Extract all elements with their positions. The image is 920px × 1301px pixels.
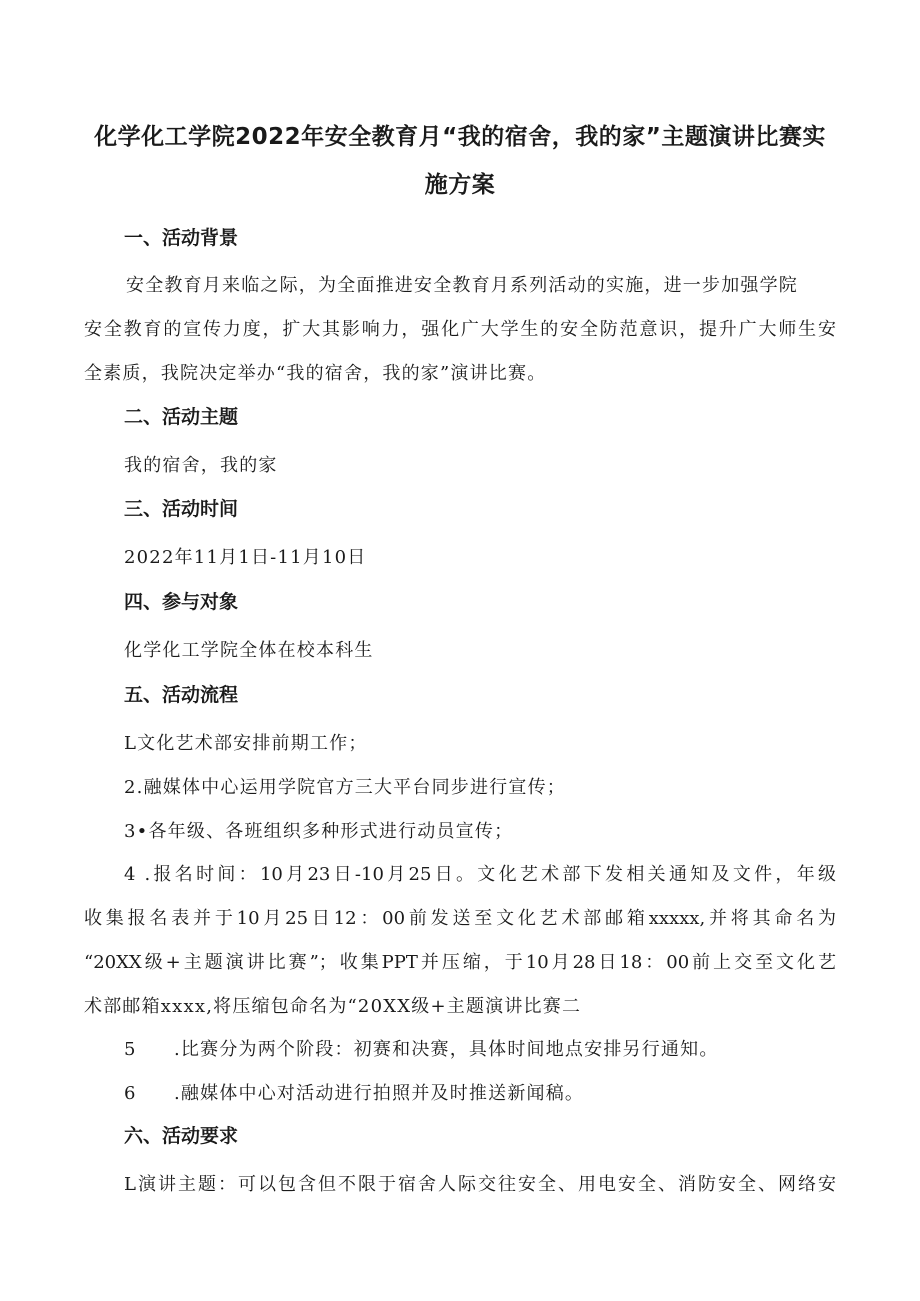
document-title-line-2: 施方案 — [424, 172, 496, 198]
participants-text: 化学化工学院全体在校本科生 — [124, 640, 374, 661]
process-item-5-number: 5 — [124, 1039, 137, 1060]
background-paragraph-line-3: 全素质，我院决定举办“我的宿舍，我的家”演讲比赛。 — [84, 363, 547, 384]
section-heading-time: 三、活动时间 — [124, 498, 239, 520]
requirements-item-1: L演讲主题：可以包含但不限于宿舍人际交往安全、用电安全、消防安全、网络安 — [124, 1174, 836, 1195]
section-heading-background: 一、活动背景 — [124, 227, 239, 249]
process-item-6-number: 6 — [124, 1083, 137, 1104]
theme-text: 我的宿舍，我的家 — [124, 455, 278, 476]
process-item-1: L文化艺术部安排前期工作； — [124, 733, 368, 754]
process-item-5-text: .比赛分为两个阶段：初赛和决赛，具体时间地点安排另行通知。 — [174, 1039, 719, 1060]
section-heading-requirements: 六、活动要求 — [124, 1125, 239, 1147]
process-item-6 — [124, 1079, 584, 1105]
section-heading-participants: 四、参与对象 — [124, 591, 239, 613]
process-item-4-line-3: “20XX级+主题演讲比赛”；收集PPT并压缩，于10月28日18：00前上交至文化艺 — [84, 952, 836, 973]
process-item-3: 3•各年级、各班组织多种形式进行动员宣传； — [124, 821, 514, 842]
process-item-2: 2.融媒体中心运用学院官方三大平台同步进行宣传； — [124, 777, 566, 798]
process-item-4-line-2: 收集报名表并于10月25日12：00前发送至文化艺术部邮箱xxxxx,并将其命名为 — [84, 908, 836, 929]
background-paragraph-line-1: 安全教育月来临之际，为全面推进安全教育月系列活动的实施，进一步加强学院 — [126, 275, 798, 296]
process-item-4-line-1: 4 .报名时间：10月23日-10月25日。文化艺术部下发相关通知及文件，年级 — [124, 864, 836, 885]
document-title-line-1: 化学化工学院2022年安全教育月“我的宿舍，我的家”主题演讲比赛实 — [94, 124, 826, 150]
process-item-5 — [124, 1035, 719, 1061]
process-item-4-line-4: 术部邮箱xxxx,将压缩包命名为“20XX级+主题演讲比赛二 — [84, 996, 582, 1017]
process-item-6-text: .融媒体中心对活动进行拍照并及时推送新闻稿。 — [174, 1083, 585, 1104]
background-paragraph-line-2: 安全教育的宣传力度，扩大其影响力，强化广大学生的安全防范意识，提升广大师生安 — [84, 319, 836, 340]
section-heading-process: 五、活动流程 — [124, 684, 239, 706]
section-heading-theme: 二、活动主题 — [124, 406, 239, 428]
time-text: 2022年11月1日-11月10日 — [124, 547, 367, 568]
